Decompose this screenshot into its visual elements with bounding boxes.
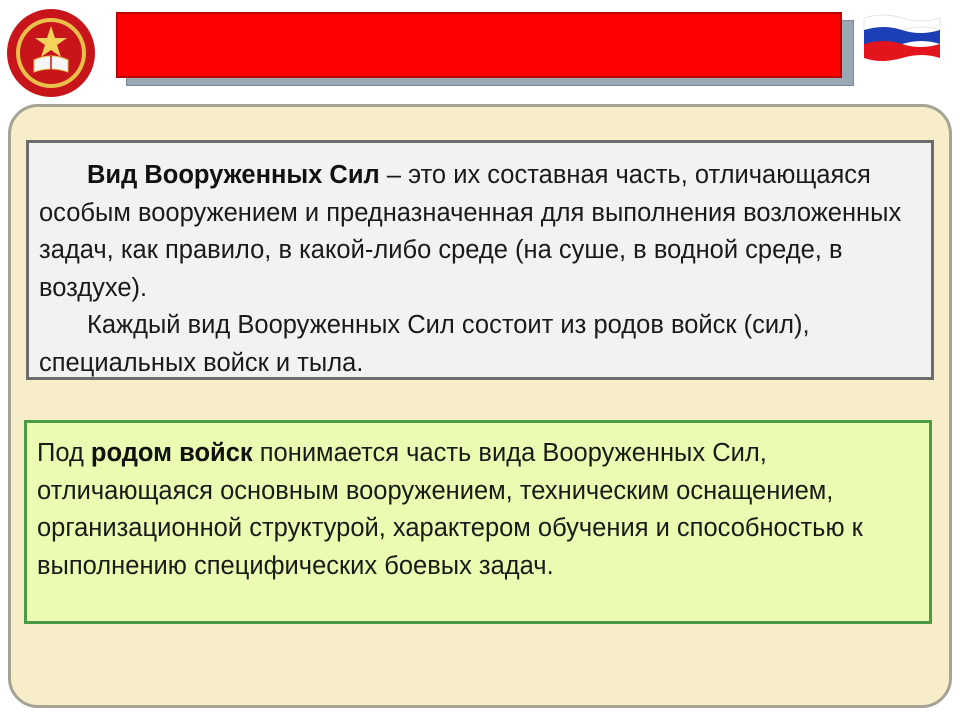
- branch-definition-box: [26, 140, 934, 380]
- arm-definition-text: понимается часть вида Вооруженных Сил, отличающаяся основным вооружением, техническим оснащением, организационной структурой, характером обучения и способностью к выполнению специфических боевых задач.: [37, 439, 863, 580]
- branch-definition-paragraph: [39, 157, 919, 307]
- arm-term: родом войск: [90, 439, 253, 467]
- branch-composition-paragraph: Каждый вид Вооруженных Сил состоит из родов войск (сил), специальных войск и тыла.: [39, 311, 810, 377]
- arm-definition-paragraph: [37, 435, 917, 585]
- branch-definition-text: – это их составная часть, отличающаяся особым вооружением и предназначенная для выполнения возложенных задач, как правило, в какой-либо среде (на суше, в водной среде, в воздухе).: [39, 161, 902, 302]
- russian-flag-icon: [860, 12, 944, 66]
- title-banner: [116, 12, 842, 78]
- arm-definition-box: [24, 420, 932, 624]
- arm-definition-prefix: Под: [37, 439, 91, 467]
- branch-term: Вид Вооруженных Сил: [87, 161, 380, 189]
- military-department-emblem: [6, 8, 96, 98]
